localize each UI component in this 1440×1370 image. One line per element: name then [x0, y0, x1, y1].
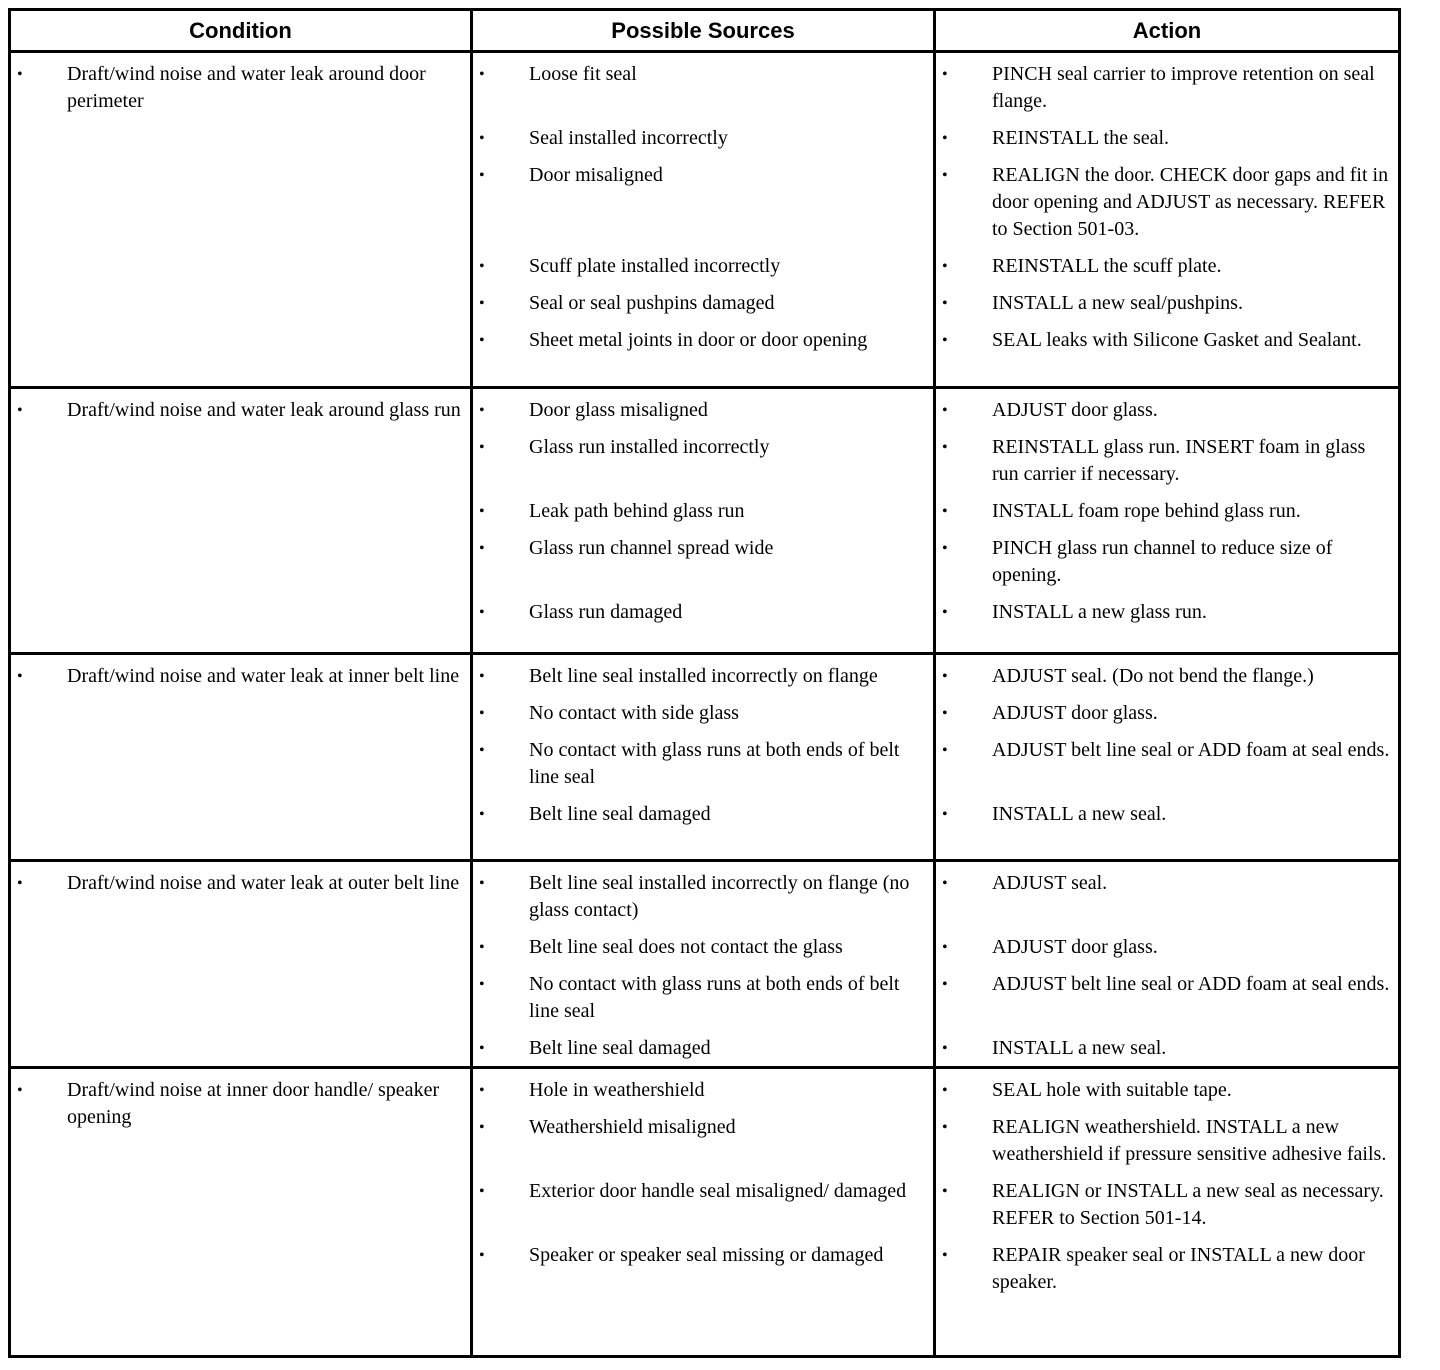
bullet-icon: •: [942, 1247, 948, 1264]
action-item-text: ADJUST door glass.: [992, 399, 1158, 421]
bullet-icon: •: [942, 705, 948, 722]
source-item-text: Weathershield misaligned: [529, 1116, 736, 1138]
source-item-text: Glass run damaged: [529, 601, 683, 623]
bullet-icon: •: [17, 402, 23, 419]
source-item: [473, 934, 933, 961]
header-possible-sources: Possible Sources: [472, 10, 935, 52]
action-cell: [935, 1068, 1400, 1357]
action-item-text: REINSTALL the seal.: [992, 127, 1170, 149]
condition-cell: [10, 388, 472, 654]
action-item-text: SEAL leaks with Silicone Gasket and Sealant.: [992, 329, 1362, 351]
action-item: [936, 737, 1398, 791]
action-item: [936, 434, 1398, 488]
sources-cell: [472, 861, 935, 1068]
bullet-icon: •: [479, 1040, 485, 1057]
action-cell: [935, 388, 1400, 654]
bullet-icon: •: [942, 130, 948, 147]
source-item: [473, 801, 933, 828]
source-item-text: Belt line seal damaged: [529, 803, 711, 825]
action-item: [936, 397, 1398, 424]
action-item: [936, 125, 1398, 152]
bullet-icon: •: [942, 540, 948, 557]
action-item: [936, 971, 1398, 1025]
action-item-text: INSTALL a new seal.: [992, 803, 1167, 825]
source-item-text: Speaker or speaker seal missing or damaged: [529, 1244, 884, 1266]
action-item-text: REALIGN weathershield. INSTALL a new weathershield if pressure sensitive adhesive fails.: [992, 1116, 1387, 1165]
condition-item-text: Draft/wind noise and water leak around door perimeter: [67, 63, 426, 112]
source-item-text: Seal installed incorrectly: [529, 127, 728, 149]
source-item-text: Exterior door handle seal misaligned/ damaged: [529, 1180, 907, 1202]
action-item-text: INSTALL a new seal/pushpins.: [992, 292, 1243, 314]
bullet-icon: •: [479, 939, 485, 956]
bullet-icon: •: [942, 66, 948, 83]
bullet-icon: •: [942, 875, 948, 892]
source-item-text: Belt line seal installed incorrectly on flange (no glass contact): [529, 872, 910, 921]
action-item: [936, 61, 1398, 115]
bullet-icon: •: [942, 1183, 948, 1200]
source-item-text: Seal or seal pushpins damaged: [529, 292, 775, 314]
source-item: [473, 870, 933, 924]
action-item: [936, 599, 1398, 626]
bullet-icon: •: [942, 939, 948, 956]
source-item: [473, 1114, 933, 1168]
bullet-icon: •: [942, 1119, 948, 1136]
action-item-text: INSTALL foam rope behind glass run.: [992, 500, 1301, 522]
bullet-icon: •: [479, 742, 485, 759]
source-item-text: Door misaligned: [529, 164, 663, 186]
bullet-icon: •: [479, 1119, 485, 1136]
bullet-icon: •: [479, 668, 485, 685]
action-item: [936, 1242, 1398, 1296]
condition-cell: [10, 52, 472, 388]
source-item: [473, 162, 933, 243]
action-item-text: REINSTALL glass run. INSERT foam in glass run carrier if necessary.: [992, 436, 1366, 485]
source-item: [473, 1077, 933, 1104]
condition-item: [11, 663, 470, 690]
action-item: [936, 700, 1398, 727]
bullet-icon: •: [479, 1247, 485, 1264]
bullet-icon: •: [942, 1040, 948, 1057]
source-item: [473, 290, 933, 317]
bullet-icon: •: [942, 295, 948, 312]
source-item-text: Leak path behind glass run: [529, 500, 745, 522]
source-item-text: Scuff plate installed incorrectly: [529, 255, 781, 277]
action-item: [936, 535, 1398, 589]
action-item: [936, 663, 1398, 690]
diagnosis-table: [8, 8, 1401, 1358]
action-item-text: ADJUST belt line seal or ADD foam at seal ends.: [992, 739, 1390, 761]
action-item: [936, 1114, 1398, 1168]
action-item-text: PINCH glass run channel to reduce size of opening.: [992, 537, 1333, 586]
bullet-icon: •: [942, 742, 948, 759]
bullet-icon: •: [942, 439, 948, 456]
action-item: [936, 1077, 1398, 1104]
action-item-text: ADJUST seal.: [992, 872, 1108, 894]
condition-item-text: Draft/wind noise and water leak at inner belt line: [67, 665, 460, 687]
action-item-text: REINSTALL the scuff plate.: [992, 255, 1222, 277]
header-row: [10, 10, 1400, 52]
source-item: [473, 599, 933, 626]
action-item: [936, 327, 1398, 354]
table-row: [10, 52, 1400, 388]
action-item-text: ADJUST door glass.: [992, 936, 1158, 958]
condition-item: [11, 1077, 470, 1131]
sources-cell: [472, 1068, 935, 1357]
bullet-icon: •: [479, 167, 485, 184]
action-item: [936, 290, 1398, 317]
source-item-text: Hole in weathershield: [529, 1079, 705, 1101]
source-item-text: No contact with glass runs at both ends of belt line seal: [529, 973, 900, 1022]
action-item: [936, 162, 1398, 243]
bullet-icon: •: [942, 167, 948, 184]
source-item-text: Belt line seal damaged: [529, 1037, 711, 1059]
action-item-text: REPAIR speaker seal or INSTALL a new door speaker.: [992, 1244, 1365, 1293]
bullet-icon: •: [479, 976, 485, 993]
bullet-icon: •: [479, 66, 485, 83]
bullet-icon: •: [479, 604, 485, 621]
bullet-icon: •: [479, 130, 485, 147]
bullet-icon: •: [479, 806, 485, 823]
action-cell: [935, 52, 1400, 388]
bullet-icon: •: [479, 402, 485, 419]
bullet-icon: •: [942, 604, 948, 621]
condition-cell: [10, 654, 472, 861]
source-item-text: Glass run channel spread wide: [529, 537, 774, 559]
table-body: [10, 52, 1400, 1357]
condition-item-text: Draft/wind noise and water leak at outer belt line: [67, 872, 460, 894]
action-item-text: INSTALL a new glass run.: [992, 601, 1207, 623]
bullet-icon: •: [942, 258, 948, 275]
condition-cell: [10, 861, 472, 1068]
source-item: [473, 253, 933, 280]
header-action: Action: [935, 10, 1400, 52]
bullet-icon: •: [942, 332, 948, 349]
header-condition: Condition: [10, 10, 472, 52]
bullet-icon: •: [479, 258, 485, 275]
source-item: [473, 663, 933, 690]
action-item-text: INSTALL a new seal.: [992, 1037, 1167, 1059]
bullet-icon: •: [17, 668, 23, 685]
bullet-icon: •: [479, 705, 485, 722]
source-item: [473, 1178, 933, 1232]
action-item-text: PINCH seal carrier to improve retention on seal flange.: [992, 63, 1375, 112]
action-item-text: ADJUST belt line seal or ADD foam at seal ends.: [992, 973, 1390, 995]
action-item: [936, 801, 1398, 828]
source-item: [473, 1035, 933, 1062]
bullet-icon: •: [17, 875, 23, 892]
condition-cell: [10, 1068, 472, 1357]
bullet-icon: •: [479, 540, 485, 557]
bullet-icon: •: [942, 503, 948, 520]
bullet-icon: •: [479, 439, 485, 456]
action-cell: [935, 654, 1400, 861]
source-item-text: Door glass misaligned: [529, 399, 708, 421]
action-item: [936, 498, 1398, 525]
bullet-icon: •: [942, 402, 948, 419]
source-item: [473, 125, 933, 152]
source-item: [473, 498, 933, 525]
source-item: [473, 397, 933, 424]
bullet-icon: •: [17, 66, 23, 83]
bullet-icon: •: [479, 295, 485, 312]
bullet-icon: •: [942, 668, 948, 685]
sources-cell: [472, 654, 935, 861]
condition-item-text: Draft/wind noise at inner door handle/ speaker opening: [67, 1079, 440, 1128]
sources-cell: [472, 52, 935, 388]
sources-cell: [472, 388, 935, 654]
source-item-text: Loose fit seal: [529, 63, 637, 85]
action-item: [936, 870, 1398, 924]
bullet-icon: •: [942, 806, 948, 823]
bullet-icon: •: [942, 1082, 948, 1099]
action-item-text: REALIGN the door. CHECK door gaps and fit in door opening and ADJUST as necessary. REFER to Section 501-03.: [992, 164, 1389, 240]
condition-item: [11, 397, 470, 424]
table-row: [10, 861, 1400, 1068]
source-item: [473, 1242, 933, 1296]
source-item-text: Belt line seal installed incorrectly on flange: [529, 665, 878, 687]
source-item: [473, 434, 933, 488]
table-row: [10, 654, 1400, 861]
action-item: [936, 934, 1398, 961]
source-item-text: No contact with side glass: [529, 702, 739, 724]
bullet-icon: •: [479, 875, 485, 892]
source-item: [473, 700, 933, 727]
source-item-text: Glass run installed incorrectly: [529, 436, 770, 458]
source-item-text: Belt line seal does not contact the glass: [529, 936, 843, 958]
source-item: [473, 971, 933, 1025]
source-item-text: Sheet metal joints in door or door opening: [529, 329, 868, 351]
action-item-text: SEAL hole with suitable tape.: [992, 1079, 1232, 1101]
source-item: [473, 737, 933, 791]
source-item-text: No contact with glass runs at both ends of belt line seal: [529, 739, 900, 788]
bullet-icon: •: [17, 1082, 23, 1099]
condition-item: [11, 61, 470, 115]
action-item: [936, 1178, 1398, 1232]
bullet-icon: •: [942, 976, 948, 993]
source-item: [473, 327, 933, 354]
table-row: [10, 388, 1400, 654]
bullet-icon: •: [479, 1183, 485, 1200]
action-item: [936, 1035, 1398, 1062]
action-item-text: REALIGN or INSTALL a new seal as necessary. REFER to Section 501-14.: [992, 1180, 1384, 1229]
action-cell: [935, 861, 1400, 1068]
bullet-icon: •: [479, 332, 485, 349]
table-row: [10, 1068, 1400, 1357]
source-item: [473, 535, 933, 589]
action-item-text: ADJUST seal. (Do not bend the flange.): [992, 665, 1314, 687]
action-item-text: ADJUST door glass.: [992, 702, 1158, 724]
bullet-icon: •: [479, 1082, 485, 1099]
action-item: [936, 253, 1398, 280]
bullet-icon: •: [479, 503, 485, 520]
source-item: [473, 61, 933, 115]
condition-item-text: Draft/wind noise and water leak around glass run: [67, 399, 461, 421]
condition-item: [11, 870, 470, 897]
